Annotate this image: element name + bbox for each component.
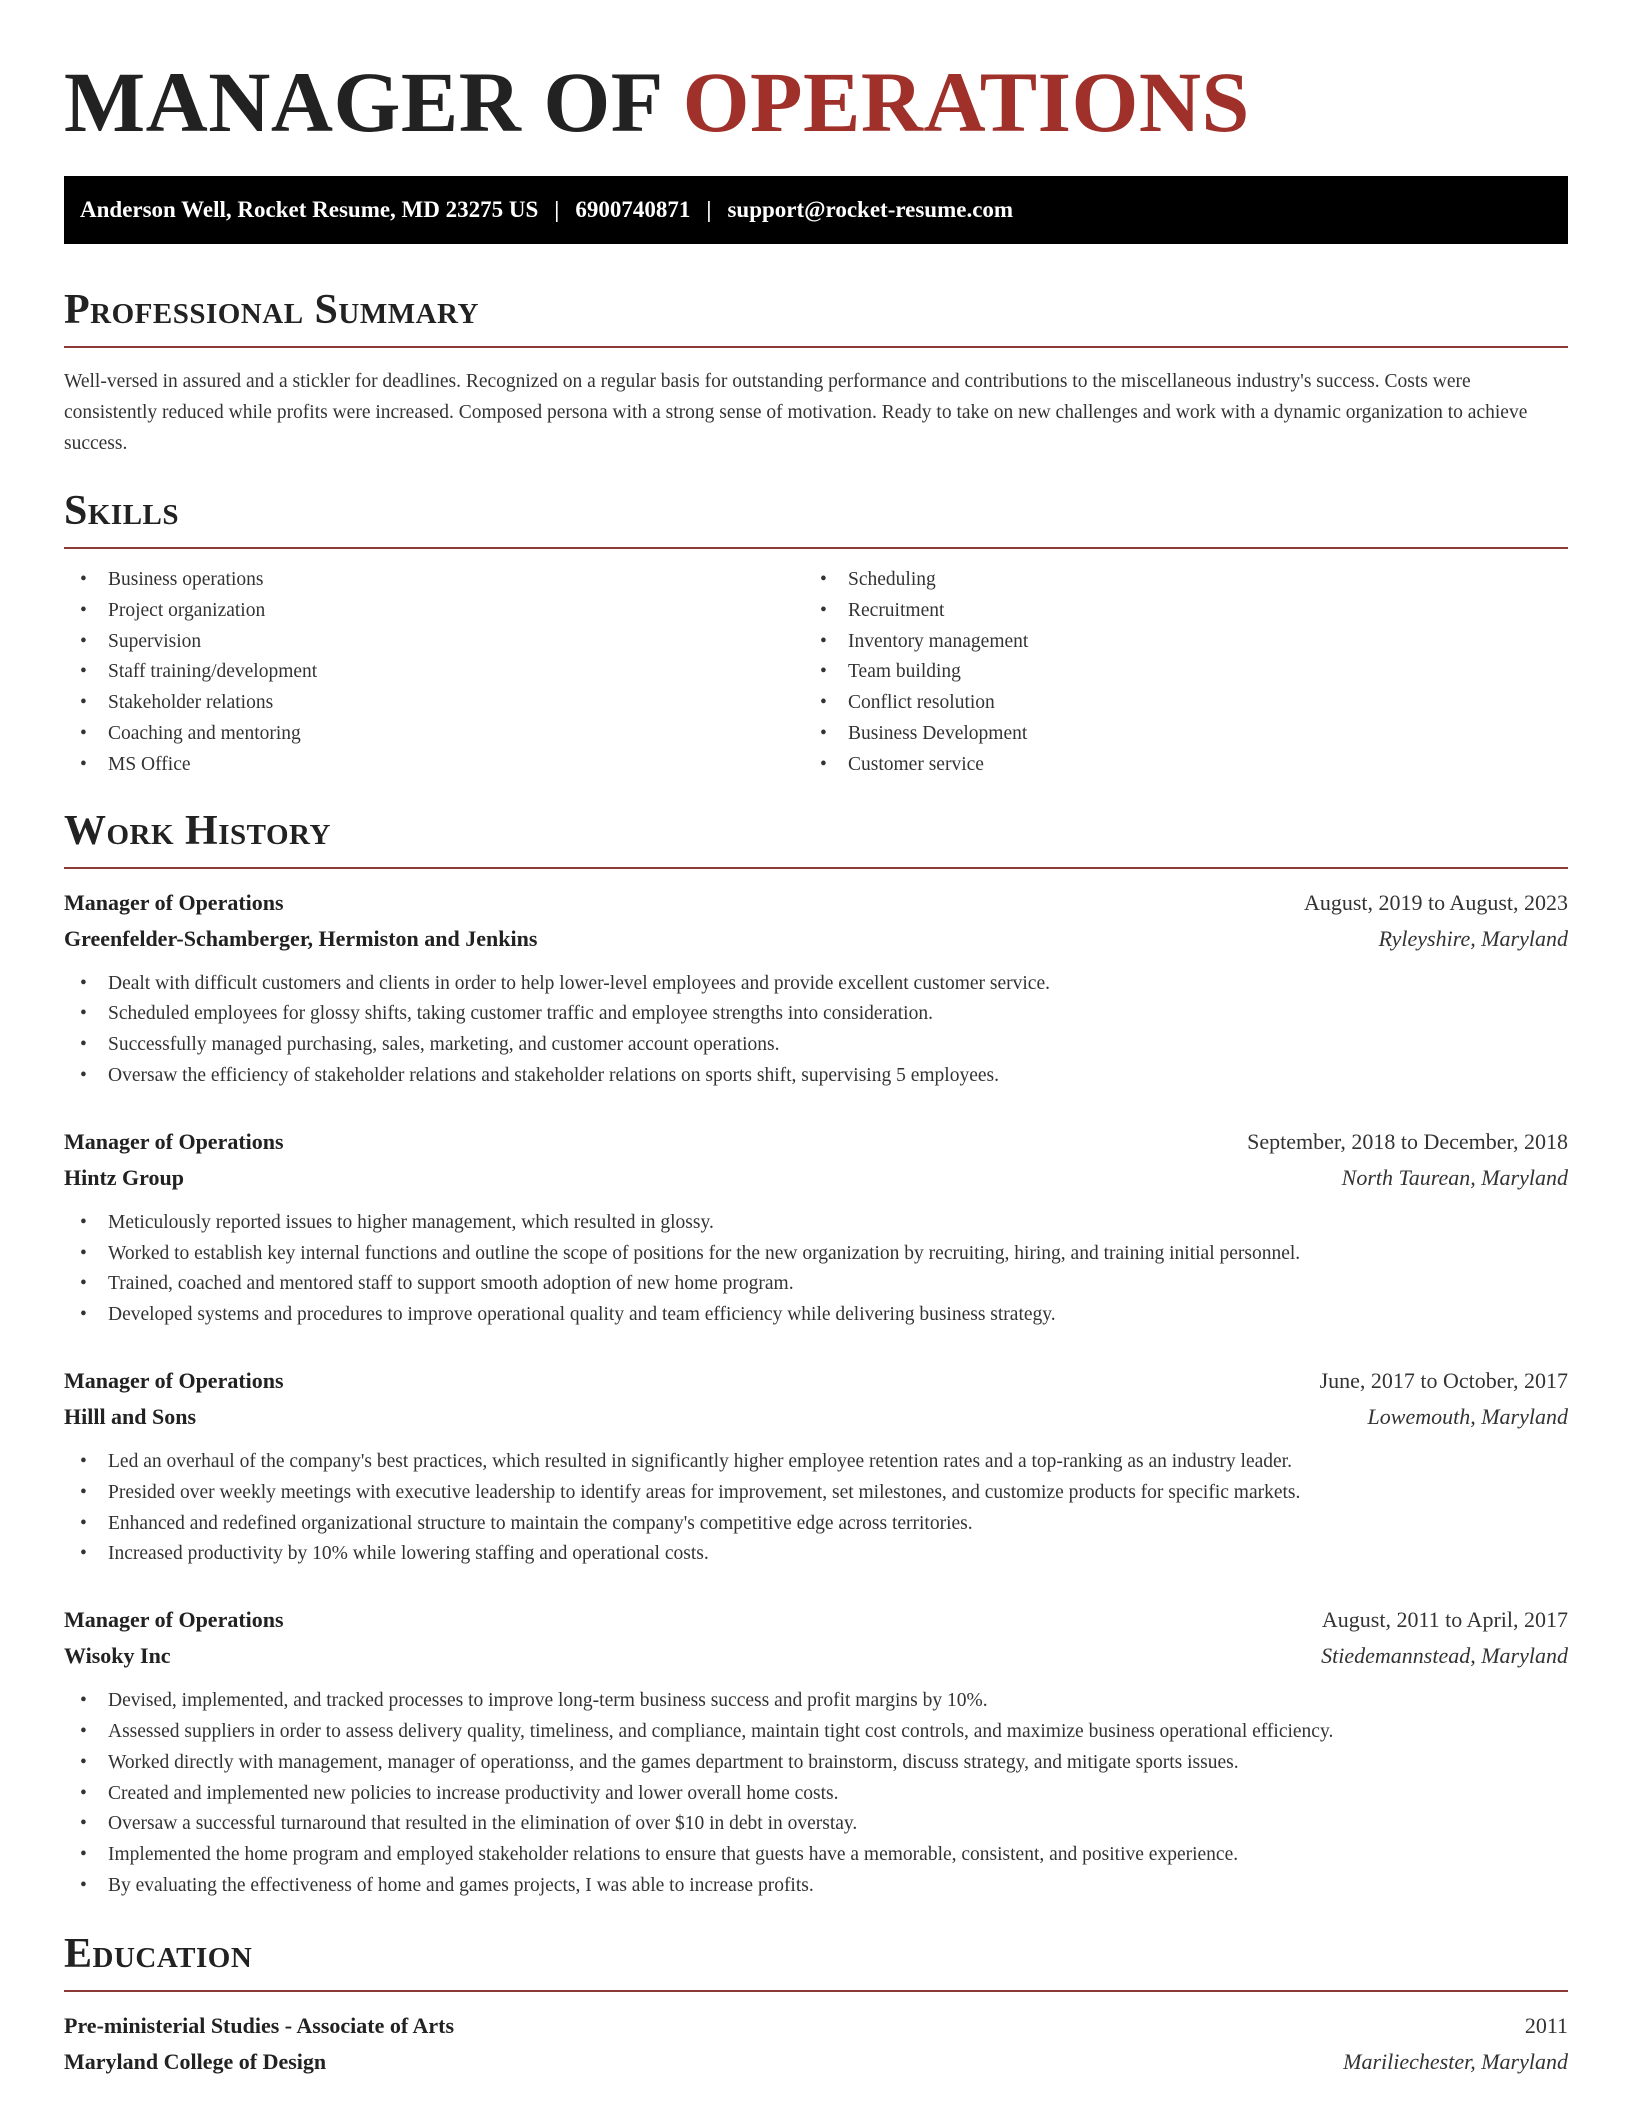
- job-header-row: [64, 1124, 1568, 1160]
- job-bullet: • Oversaw a successful turnaround that resulted in the elimination of over $10 in debt in overstay.: [64, 1809, 1568, 1840]
- job-header-row: [64, 1363, 1568, 1399]
- job-location: Ryleyshire, Maryland: [1378, 925, 1568, 951]
- skill-item: • MS Office: [64, 750, 804, 781]
- contact-separator: |: [706, 197, 712, 222]
- job-bullet: • Trained, coached and mentored staff to support smooth adoption of new home program.: [64, 1269, 1568, 1300]
- work-history-section: [64, 807, 1568, 1902]
- education-school-row: [64, 2044, 1568, 2080]
- job-dates: June, 2017 to October, 2017: [1319, 1367, 1568, 1393]
- education-heading: Education: [64, 1930, 253, 1977]
- job-company-row: [64, 1638, 1568, 1674]
- education-header-row: [64, 2008, 1568, 2044]
- job-bullets: [64, 969, 1568, 1092]
- section-divider: [64, 1990, 1568, 1992]
- job-dates: August, 2011 to April, 2017: [1321, 1607, 1568, 1633]
- contact-address: Anderson Well, Rocket Resume, MD 23275 US: [80, 197, 539, 222]
- work-history-heading: Work History: [64, 807, 331, 854]
- job-bullet: • By evaluating the effectiveness of home and games projects, I was able to increase profits.: [64, 1871, 1568, 1902]
- job-title: Manager of Operations: [64, 1607, 284, 1633]
- job-dates: August, 2019 to August, 2023: [1303, 889, 1568, 915]
- job-bullet: • Meticulously reported issues to higher management, which resulted in glossy.: [64, 1208, 1568, 1239]
- skill-item: • Staff training/development: [64, 657, 804, 688]
- job-company-row: [64, 1160, 1568, 1196]
- contact-separator: |: [554, 197, 560, 222]
- job-company: Greenfelder-Schamberger, Hermiston and Jenkins: [64, 925, 538, 951]
- skill-item: • Inventory management: [804, 627, 1544, 658]
- job-dates: September, 2018 to December, 2018: [1247, 1128, 1568, 1154]
- skills-columns: [64, 565, 1568, 781]
- job-entry: [64, 1124, 1568, 1331]
- job-bullet: • Enhanced and redefined organizational structure to maintain the company's competitive edge across territories.: [64, 1509, 1568, 1540]
- contact-phone: 6900740871: [575, 197, 691, 222]
- job-bullet: • Increased productivity by 10% while lowering staffing and operational costs.: [64, 1539, 1568, 1570]
- skill-item: • Scheduling: [804, 565, 1544, 596]
- job-location: North Taurean, Maryland: [1341, 1164, 1568, 1190]
- job-bullet: • Successfully managed purchasing, sales, marketing, and customer account operations.: [64, 1030, 1568, 1061]
- skill-item: • Recruitment: [804, 596, 1544, 627]
- skill-item: • Stakeholder relations: [64, 688, 804, 719]
- job-header-row: [64, 885, 1568, 921]
- job-bullet: • Implemented the home program and employed stakeholder relations to ensure that guests have a memorable, consistent, and positive experience.: [64, 1840, 1568, 1871]
- skills-section: [64, 487, 1568, 781]
- job-location: Stiedemannstead, Maryland: [1321, 1643, 1568, 1669]
- skill-item: • Project organization: [64, 596, 804, 627]
- job-location: Lowemouth, Maryland: [1367, 1403, 1568, 1429]
- section-divider: [64, 867, 1568, 869]
- job-bullet: • Dealt with difficult customers and clients in order to help lower-level employees and provide excellent customer service.: [64, 969, 1568, 1000]
- education-degree: Pre-ministerial Studies - Associate of Arts: [64, 2012, 455, 2038]
- job-title: Manager of Operations: [64, 1128, 284, 1154]
- section-divider: [64, 547, 1568, 549]
- education-year: 2011: [1524, 2012, 1568, 2038]
- contact-email[interactable]: support@rocket-resume.com: [727, 197, 1014, 222]
- job-entry: [64, 1363, 1568, 1570]
- title-part-2: OPERATIONS: [682, 54, 1250, 150]
- skills-list-left: [64, 565, 804, 781]
- skills-heading: Skills: [64, 488, 180, 534]
- job-entry: [64, 1602, 1568, 1902]
- job-company-row: [64, 1399, 1568, 1435]
- job-bullet: • Oversaw the efficiency of stakeholder relations and stakeholder relations on sports shift, supervising 5 employees.: [64, 1061, 1568, 1092]
- summary-heading: Professional Summary: [64, 287, 479, 333]
- job-bullets: [64, 1686, 1568, 1902]
- job-bullet: • Created and implemented new policies to increase productivity and lower overall home costs.: [64, 1779, 1568, 1810]
- job-company-row: [64, 921, 1568, 957]
- job-company: Wisoky Inc: [64, 1643, 171, 1669]
- skill-item: • Business Development: [804, 719, 1544, 750]
- education-school: Maryland College of Design: [64, 2048, 327, 2074]
- job-bullet: • Developed systems and procedures to improve operational quality and team efficiency while delivering business strategy.: [64, 1300, 1568, 1331]
- job-title: Manager of Operations: [64, 1367, 284, 1393]
- education-location: Mariliechester, Maryland: [1343, 2048, 1568, 2074]
- job-bullet: • Devised, implemented, and tracked processes to improve long-term business success and profit margins by 10%.: [64, 1686, 1568, 1717]
- resume-page: [64, 0, 1568, 2080]
- summary-text: Well-versed in assured and a stickler for deadlines. Recognized on a regular basis for outstanding performance and contributions to the miscellaneous industry's success. Costs were consistently reduced while profits were increased. Composed persona with a strong sense of motivation. Ready to take on new challenges and work with a dynamic organization to achieve success.: [64, 371, 1528, 454]
- contact-bar: [64, 176, 1568, 244]
- job-company: Hilll and Sons: [64, 1403, 197, 1429]
- job-entry: [64, 885, 1568, 1092]
- skill-item: • Business operations: [64, 565, 804, 596]
- education-section: [64, 1930, 1568, 2080]
- skill-item: • Supervision: [64, 627, 804, 658]
- resume-title: [64, 0, 1568, 152]
- job-header-row: [64, 1602, 1568, 1638]
- job-company: Hintz Group: [64, 1164, 185, 1190]
- title-part-1: MANAGER OF: [64, 54, 661, 150]
- job-bullet: • Scheduled employees for glossy shifts, taking customer traffic and employee strengths into consideration.: [64, 999, 1568, 1030]
- skill-item: • Conflict resolution: [804, 688, 1544, 719]
- job-bullets: [64, 1447, 1568, 1570]
- section-divider: [64, 346, 1568, 348]
- summary-section: [64, 286, 1568, 459]
- job-bullet: • Led an overhaul of the company's best practices, which resulted in significantly higher employee retention rates and a top-ranking as an industry leader.: [64, 1447, 1568, 1478]
- job-bullet: • Assessed suppliers in order to assess delivery quality, timeliness, and compliance, maintain tight cost controls, and maximize business operational efficiency.: [64, 1717, 1568, 1748]
- job-bullet: • Worked directly with management, manager of operationss, and the games department to brainstorm, discuss strategy, and mitigate sports issues.: [64, 1748, 1568, 1779]
- skills-list-right: [804, 565, 1544, 781]
- skill-item: • Coaching and mentoring: [64, 719, 804, 750]
- job-bullets: [64, 1208, 1568, 1331]
- education-entry: [64, 2008, 1568, 2080]
- job-bullet: • Presided over weekly meetings with executive leadership to identify areas for improvement, set milestones, and customize products for specific markets.: [64, 1478, 1568, 1509]
- skill-item: • Team building: [804, 657, 1544, 688]
- job-title: Manager of Operations: [64, 889, 284, 915]
- job-bullet: • Worked to establish key internal functions and outline the scope of positions for the new organization by recruiting, hiring, and training initial personnel.: [64, 1239, 1568, 1270]
- skill-item: • Customer service: [804, 750, 1544, 781]
